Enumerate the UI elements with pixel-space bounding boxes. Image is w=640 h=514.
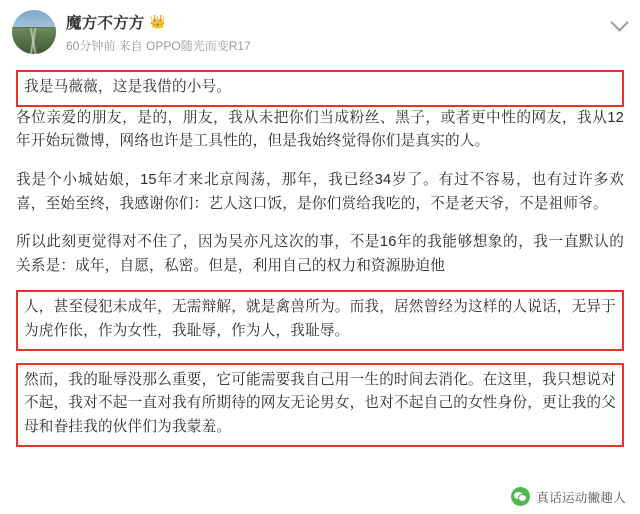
author-name[interactable]: 魔方不方方 <box>66 14 145 32</box>
avatar[interactable] <box>12 10 56 54</box>
highlight-box-1 <box>16 70 624 107</box>
post-paragraph: 所以此刻更觉得对不住了，因为吴亦凡这次的事，不是16年的我能够想象的，我一直默认的关系是：成年，自愿，私密。但是，利用自己的权力和资源胁迫他 <box>16 234 624 274</box>
watermark-text: 真话运动撇趣人 <box>536 490 626 505</box>
post-body <box>0 58 640 447</box>
post-header <box>0 0 640 58</box>
highlight-box-2 <box>16 290 624 350</box>
watermark <box>507 485 630 508</box>
author-info <box>66 10 251 54</box>
post-paragraph: 我是马薇薇，这是我借的小号。 <box>24 79 232 95</box>
post-paragraph: 各位亲爱的朋友，是的，朋友，我从未把你们当成粉丝、黑子，或者更中性的网友，我从12年开始玩微博，网络也许是工具性的，但是我始终觉得你们是真实的人。 <box>16 109 624 150</box>
post-paragraph: 人，甚至侵犯未成年，无需辩解，就是禽兽所为。而我，居然曾经为这样的人说话，无异于为虎作伥，作为女性，我耻辱，作为人，我耻辱。 <box>24 299 616 340</box>
crown-badge-icon: 👑 <box>149 14 166 29</box>
avatar-railway <box>12 28 56 54</box>
highlight-box-3 <box>16 363 624 447</box>
post-paragraph: 然而，我的耻辱没那么重要，它可能需要我自己用一生的时间去消化。在这里，我只想说对不起，我对不起一直对我有所期待的网友无论男女，也对不起自己的女性身份，更让我的父母和眷挂我的伙伴们为我蒙羞。 <box>24 371 616 436</box>
post-meta: 60分钟前 来自 OPPO随光而变R17 <box>66 38 251 53</box>
chevron-right-icon[interactable] <box>610 13 628 31</box>
wechat-icon <box>511 487 530 506</box>
author-name-row <box>66 11 251 33</box>
post-paragraph: 我是个小城姑娘，15年才来北京闯荡，那年，我已经34岁了。有过不容易，也有过许多欢喜，至始至终，我感谢你们：艺人这口饭，是你们赏给我吃的，不是老天爷，不是祖师爷。 <box>16 171 624 212</box>
